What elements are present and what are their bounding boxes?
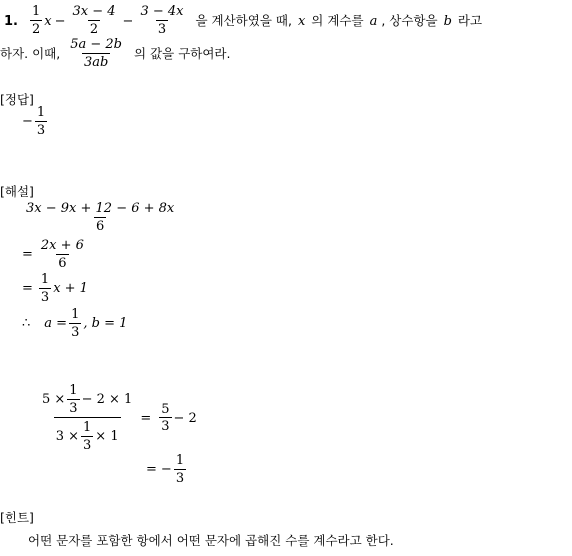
solution-complex-fraction: 5 × $\frac{1}{3}$ − 2 × 1 3 × $\frac{1}{3}$ × 1 = $\frac{5}{3}$ − 2 bbox=[42, 383, 197, 453]
hint-label: [힌트] bbox=[0, 510, 34, 525]
solution-step-2: = $\frac{2x + 6}{6}$ bbox=[22, 238, 84, 271]
problem-number: 1. bbox=[4, 13, 18, 29]
solution-step-4: ∴ a = $\frac{1}{3}$ , b = 1 bbox=[22, 307, 128, 340]
answer-value: − $\frac{1}{3}$ bbox=[22, 105, 46, 138]
solution-label: [해설] bbox=[0, 184, 34, 199]
fraction-1-2: $\frac{1}{2}$ bbox=[31, 4, 41, 37]
solution-final: = − $\frac{1}{3}$ bbox=[146, 453, 185, 486]
solution-step-1: $\frac{3x - 9x + 12 - 6 + 8x}{6}$ bbox=[26, 201, 175, 234]
hint-text: 어떤 문자를 포함한 항에서 어떤 문자에 곱해진 수를 계수라고 한다. bbox=[28, 533, 394, 548]
problem-line-2: 하자. 이때, $\frac{5a - 2b}{3ab}$ 의 값을 구하여라. bbox=[0, 37, 231, 70]
answer-label: [정답] bbox=[0, 92, 34, 107]
solution-step-3: = $\frac{1}{3}$ x + 1 bbox=[22, 272, 88, 305]
fraction-3x-4: $\frac{3x - 4}{2}$ bbox=[72, 4, 116, 37]
target-fraction: $\frac{5a - 2b}{3ab}$ bbox=[70, 37, 123, 70]
problem-line-1: 1. $\frac{1}{2}$ x − $\frac{3x - 4}{2}$ − $\frac{3 - 4x}{3}$ 을 계산하였을 때, x 의 계수를 a , 상수항을 b 라고 bbox=[4, 4, 483, 37]
fraction-3-4x: $\frac{3 - 4x}{3}$ bbox=[140, 4, 184, 37]
